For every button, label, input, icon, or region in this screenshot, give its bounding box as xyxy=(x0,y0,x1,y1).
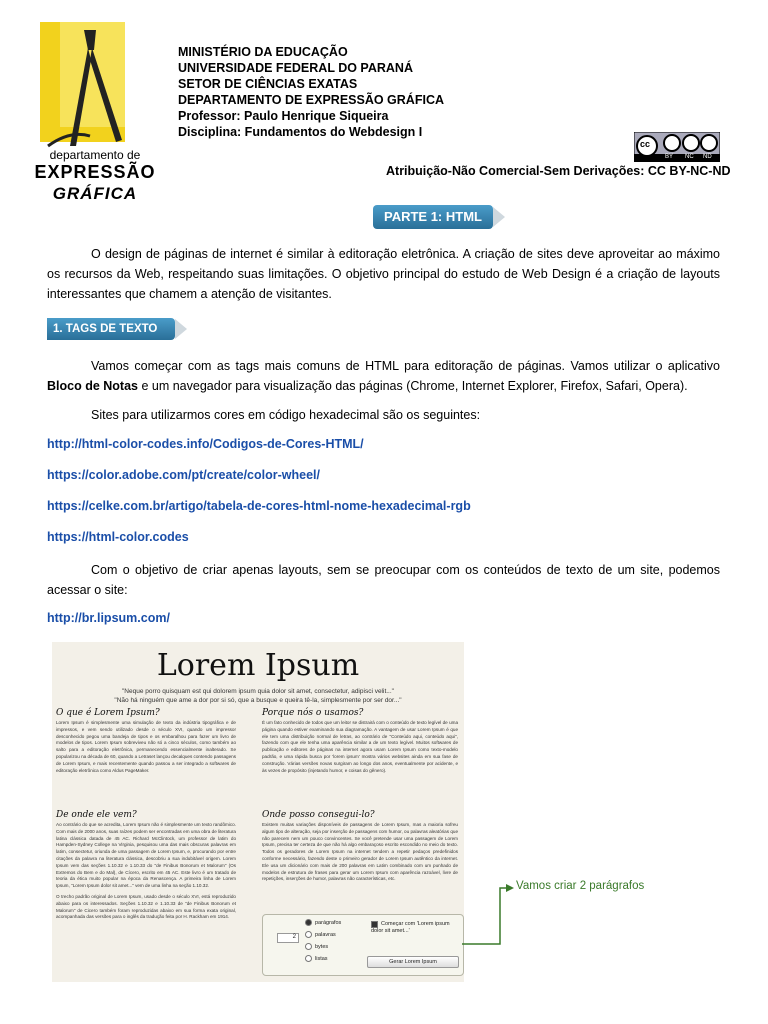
lipsum-text: É um fato conhecido de todos que um leitor se distrairá com o conteúdo de texto legível de uma página quando estiver examinando sua diagramação. A vantagem de usar Lorem Ipsum é que ele tem uma distribuição normal de letras, ao contrário de "Conteúdo aqui, conteúdo aqui", fazendo com que ele tenha uma aparência similar a de um texto legível. Muitos softwares de publicação e editores de páginas na internet agora usam Lorem Ipsum como texto-modelo padrão, e uma rápida busca por 'lorem ipsum' mostra vários websites ainda em sua fase de construção. Várias versões novas surgiram ao longo dos anos, eventualmente por acidente, e às vezes de propósito (injetando humor, e coisas do gênero). xyxy=(262,720,458,773)
radio-icon xyxy=(305,943,312,950)
banner-arrow-icon xyxy=(175,319,187,339)
cc-license-badge xyxy=(634,132,720,162)
lipsum-link[interactable]: http://br.lipsum.com/ xyxy=(47,611,170,625)
license-text: Atribuição-Não Comercial-Sem Derivações: CC BY-NC-ND xyxy=(386,164,731,178)
lipsum-screenshot xyxy=(52,642,464,982)
color-link[interactable]: https://celke.com.br/artigo/tabela-de-cores-html-nome-hexadecimal-rgb xyxy=(47,499,471,513)
paragraph-text: e um navegador para visualização das páginas (Chrome, Internet Explorer, Firefox, Safari, Opera). xyxy=(138,379,688,393)
lipsum-heading: Porque nós o usamos? xyxy=(262,708,364,718)
paragraph-bold: Bloco de Notas xyxy=(47,379,138,393)
header-line: SETOR DE CIÊNCIAS EXATAS xyxy=(178,77,358,91)
option-label: palavras xyxy=(315,931,336,938)
cc-label: ND xyxy=(703,154,712,160)
lipsum-generator xyxy=(262,914,464,976)
cc-mark: cc xyxy=(640,139,651,149)
lipsum-heading: Onde posso consegui-lo? xyxy=(262,810,375,820)
paragraph xyxy=(47,356,720,396)
checkbox-checked-icon xyxy=(371,921,378,928)
section-title: 1. TAGS DE TEXTO xyxy=(47,318,175,340)
callout-arrow-icon xyxy=(460,884,516,948)
lipsum-column-left xyxy=(56,708,236,774)
intro-paragraph: O design de páginas de internet é similar à editoração eletrônica. A criação de sites deve aproveitar ao máximo os recursos da Web, respeitando suas limitações. O objetivo principal do estudo de Web Design é a criação de layouts interessantes que chamem a atenção de visitantes. xyxy=(47,247,720,301)
paragraph: Sites para utilizarmos cores em código hexadecimal são os seguintes: xyxy=(91,408,481,422)
header-line: DEPARTAMENTO DE EXPRESSÃO GRÁFICA xyxy=(178,93,444,107)
header-line: Professor: Paulo Henrique Siqueira xyxy=(178,109,389,123)
part-banner xyxy=(373,205,505,231)
part-title: PARTE 1: HTML xyxy=(373,205,493,229)
lipsum-text: Existem muitas variações disponíveis de passagens de Lorem Ipsum, mas a maioria sofreu algum tipo de alteração, seja por inserção de passagens com humor, ou palavras aleatórias que não parecem nem um pouco convincentes. Se você pretende usar uma passagem de Lorem Ipsum, precisa ter certeza de que não há algo embaraçoso escrito escondido no meio do texto. Todos os geradores de Lorem Ipsum na internet tendem a repetir pedaços predefinidos conforme necessário, fazendo deste o primeiro gerador de Lorem Ipsum autêntico da internet. Ele usa um dicionário com mais de 200 palavras em Latim combinado com um punhado de modelos de estrutura de frases para gerar um Lorem Ipsum com aparência razoável, livre de repetições, inserções de humor, palavras não características, etc. xyxy=(262,822,458,882)
cc-label: BY xyxy=(665,154,674,160)
start-with-lorem-checkbox[interactable] xyxy=(371,921,459,934)
checkbox-label: Começar com 'Lorem ipsum dolor sit amet...' xyxy=(371,921,450,934)
radio-selected-icon xyxy=(305,919,312,926)
lipsum-heading: De onde ele vem? xyxy=(56,810,137,820)
option-label: bytes xyxy=(315,943,329,950)
color-link[interactable]: http://html-color-codes.info/Codigos-de-Cores-HTML/ xyxy=(47,437,364,451)
header-line: UNIVERSIDADE FEDERAL DO PARANÁ xyxy=(178,61,413,75)
radio-icon xyxy=(305,931,312,938)
lipsum-title: Lorem Ipsum xyxy=(156,648,360,683)
lipsum-text: O trecho padrão original de Lorem Ipsum, usado desde o século XVI, está reproduzido abaixo para os interessados. Seções 1.10.32 e 1.10.33 de "de Finibus Bonorum et Malorum" de Cicero também foram reproduzidas abaixo em sua forma exata original, acompanhada das versões para o inglês da tradução feita por H. Rackham em 1914. xyxy=(56,893,236,920)
lipsum-column-right xyxy=(262,810,458,883)
department-logo xyxy=(30,20,160,210)
lipsum-text: Lorem Ipsum é simplesmente uma simulação de texto da indústria tipográfica e de impressos, e vem sendo utilizado desde o século XVI, quando um impressor desconhecido pegou uma bandeja de tipos e os embaralhou para fazer um livro de modelos de tipos. Lorem Ipsum sobreviveu não só a cinco séculos, como também ao salto para a editoração eletrônica, permanecendo essencialmente inalterado. Se popularizou na década de 60, quando a Letraset lançou decalques contendo passagens de Lorem Ipsum, e mais recentemente quando passou a ser integrado a softwares de editoração eletrônica como Aldus PageMaker. xyxy=(56,720,236,773)
lipsum-text: Ao contrário do que se acredita, Lorem Ipsum não é simplesmente um texto randômico. Com mais de 2000 anos, suas raízes podem ser encontradas em uma obra de literatura latina clássica datada de 45 AC. Richard McClintock, um professor de latim do Hampden-Sydney College na Virginia, pesquisou uma das mais obscuras palavras em latim, consectetur, oriunda de uma passagem de Lorem Ipsum, e, procurando por entre citações da palavra na literatura clássica, descobriu a sua indubitável origem. Lorem Ipsum vem das seções 1.10.32 e 1.10.33 do "de Finibus Bonorum et Malorum" (Os Extremos do Bem e do Mal), de Cícero, escrito em 45 AC. Este livro é um tratado de teoria da ética muito popular na época da Renascença. A primeira linha de Lorem Ipsum, "Lorem Ipsum dolor sit amet..." vem de uma linha na seção 1.10.32. xyxy=(56,822,236,889)
option-label: parágrafos xyxy=(315,919,342,926)
section-banner xyxy=(47,318,187,342)
paragraph: Com o objetivo de criar apenas layouts, sem se preocupar com os conteúdos de texto de um site, podemos acessar o site: xyxy=(47,563,720,597)
color-link[interactable]: https://html-color.codes xyxy=(47,530,189,544)
cc-label: NC xyxy=(685,154,694,160)
logo-text-line3: GRÁFICA xyxy=(52,184,138,203)
institution-header xyxy=(178,44,444,140)
option-label: listas xyxy=(315,955,328,962)
color-link[interactable]: https://color.adobe.com/pt/create/color-wheel/ xyxy=(47,468,320,482)
banner-arrow-icon xyxy=(493,207,505,227)
logo-text-line1: departamento de xyxy=(49,148,141,162)
lipsum-quote: "Não há ninguém que ame a dor por si só, que a busque e queira tê-la, simplesmente por ser dor..." xyxy=(114,697,402,704)
callout-text: Vamos criar 2 parágrafos xyxy=(516,880,645,892)
generate-button[interactable]: Gerar Lorem Ipsum xyxy=(367,956,459,968)
radio-icon xyxy=(305,955,312,962)
option-bytes[interactable] xyxy=(305,943,385,950)
header-line: Disciplina: Fundamentos do Webdesign I xyxy=(178,125,423,139)
lipsum-column-right xyxy=(262,708,458,774)
lipsum-column-left xyxy=(56,810,236,921)
paragraph-text: Vamos começar com as tags mais comuns de HTML para editoração de páginas. Vamos utilizar o aplicativo xyxy=(91,359,720,373)
logo-text-line2: EXPRESSÃO xyxy=(34,162,156,182)
paragraph-count-input[interactable]: 2 xyxy=(277,933,299,943)
lipsum-quote: "Neque porro quisquam est qui dolorem ipsum quia dolor sit amet, consectetur, adipisci velit..." xyxy=(122,688,394,695)
header-line: MINISTÉRIO DA EDUCAÇÃO xyxy=(178,45,348,59)
lipsum-heading: O que é Lorem Ipsum? xyxy=(56,708,160,718)
